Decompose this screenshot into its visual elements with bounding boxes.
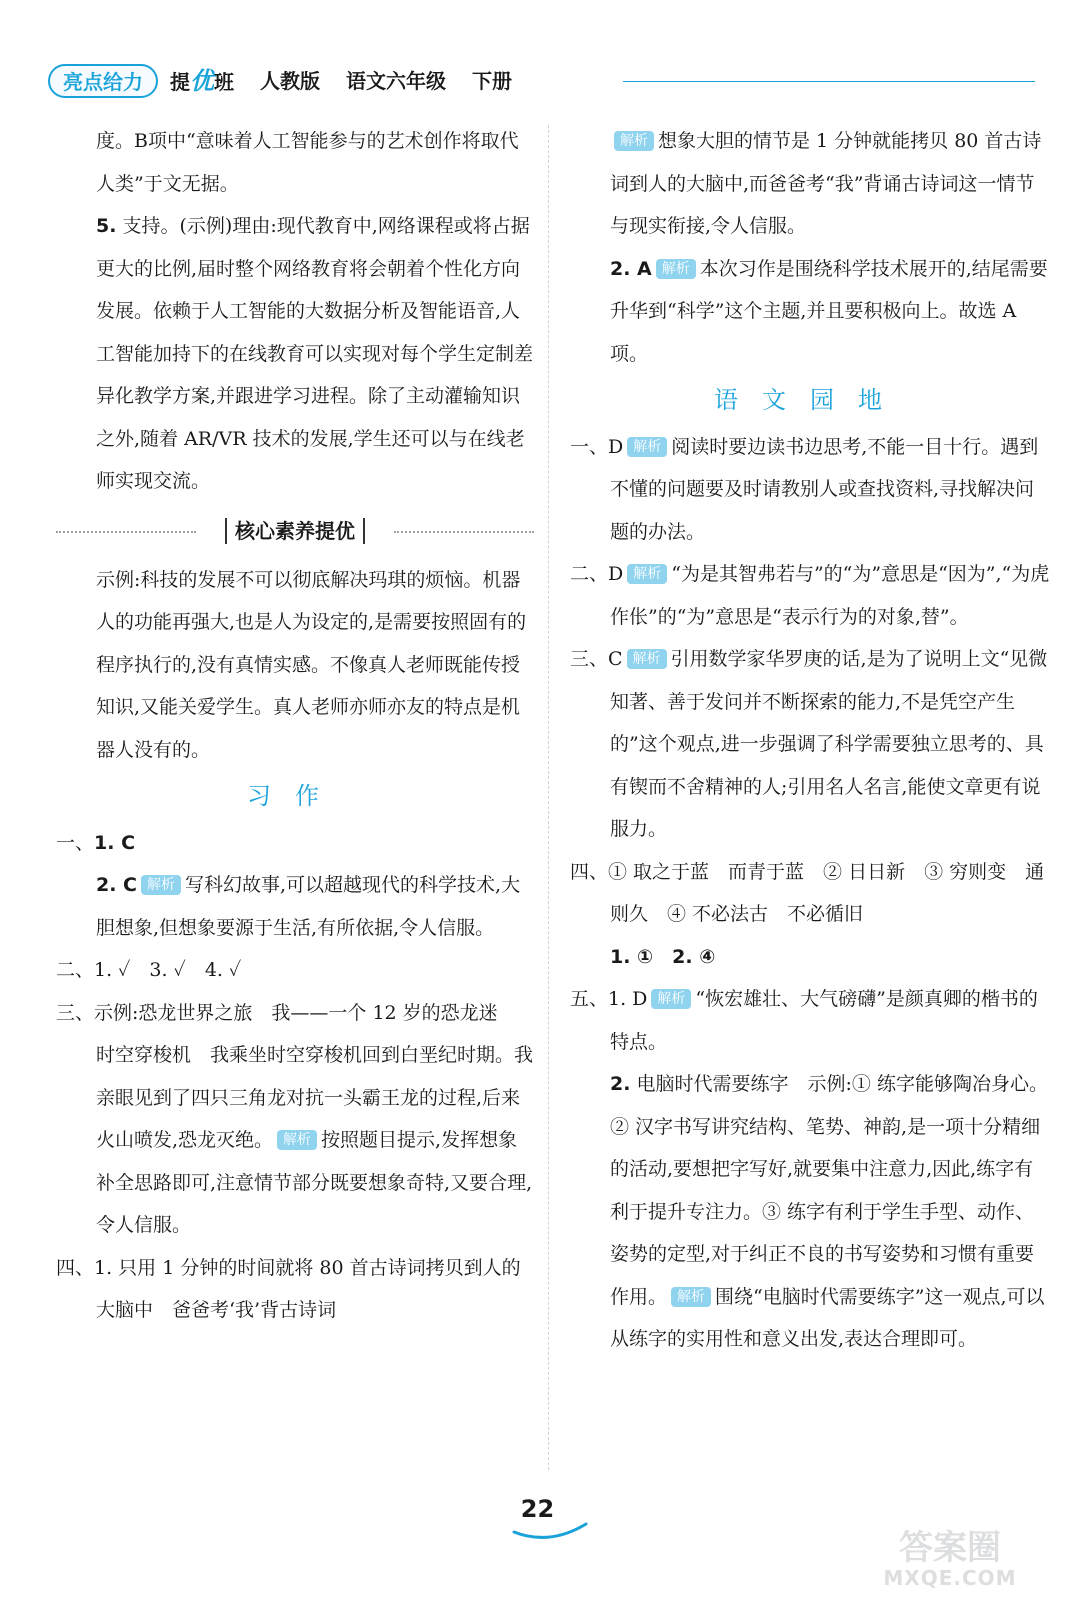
analysis-tag: 解析 (614, 131, 654, 151)
volume: 下册 (472, 69, 512, 93)
garden-answer-5: 五、1. D 解析 “恢宏雄壮、大气磅礴”是颜真卿的楷书的特点。 (570, 988, 1038, 1053)
header-rule (623, 81, 1035, 82)
subject: 语文六年级 (346, 69, 446, 93)
section-title-writing: 习作 (247, 782, 343, 810)
core-section-title: 核心素养提优 (225, 518, 365, 544)
answer-part-3: 三、示例:恐龙世界之旅 我——一个 12 岁的恐龙迷 时空穿梭机 我乘坐时空穿梭机回到白垩纪时期。我亲眼见到了四只三角龙对抗一头霸王龙的过程,后来火山喷发,恐龙灭绝。 解析 按照题目提示,发挥想象补全思路即可,注意情节部分既要想象奇特,又要合理,令人信服。 (56, 1001, 534, 1236)
garden-answer-1: 一、D 解析 阅读时要边读书边思考,不能一目十行。遇到不懂的问题要及时请教别人或查找资料,寻找解决问题的办法。 (570, 435, 1039, 543)
analysis-tag: 解析 (627, 649, 667, 669)
page-number: 22 (520, 1495, 555, 1523)
page-number-swoosh-icon (510, 1520, 590, 1542)
answer-q5: 5. 支持。(示例)理由:现代教育中,网络课程或将占据更大的比例,届时整个网络教育将会朝着个性化方向发展。依赖于人工智能的大数据分析及智能语音,人工智能加持下的在线教育可以实现对每个学生定制差异化教学方案,并跟进学习进程。除了主动灌输知识之外,随着 AR/VR 技术的发展,学生还可以与在线老师实现交流。 (96, 215, 534, 492)
page-header (48, 64, 1035, 104)
analysis-tag: 解析 (671, 1287, 711, 1307)
edition: 人教版 (260, 69, 320, 93)
analysis-tag: 解析 (656, 259, 696, 279)
answer-part-1-q2: 2. C 解析 写科幻故事,可以超越现代的科学技术,大胆想象,但想象要源于生活,有所依据,令人信服。 (96, 874, 521, 939)
analysis-tag: 解析 (277, 1130, 317, 1150)
left-column (56, 120, 534, 1332)
analysis-tag: 解析 (627, 564, 667, 584)
core-answer: 示例:科技的发展不可以彻底解决玛琪的烦恼。机器人的功能再强大,也是人为设定的,是需要按照固有的程序执行的,没有真情实感。不像真人老师既能传授知识,又能关爱学生。真人老师亦师亦友的特点是机器人没有的。 (96, 568, 527, 761)
watermark-url: MXQE.COM (883, 1566, 1017, 1590)
answer-part-2: 二、1. ✓ 3. ✓ 4. ✓ (56, 959, 242, 981)
garden-answer-5-q2: 2. 电脑时代需要练字 示例:① 练字能够陶冶身心。② 汉字书写讲究结构、笔势、神韵,是一项十分精细的活动,要想把字写好,就要集中注意力,因此,练字有利于提升专注力。③ 练字有利于学生手型、动作、姿势的定型,对于纠正不良的书写姿势和习惯有重要作用。 解析 围绕“电脑时代需要练字”这一观点,可以从练字的实用性和意义出发,表达合理即可。 (610, 1073, 1048, 1350)
dotted-rule (56, 531, 196, 533)
column-divider (548, 125, 549, 1470)
answer-part-1: 一、1. C (56, 831, 136, 854)
garden-answer-4-sub: 1. ① 2. ④ (610, 945, 716, 968)
right-column (570, 120, 1050, 1361)
answer-q2: 2. A 解析 本次习作是围绕科学技术展开的,结尾需要升华到“科学”这个主题,并且要积极向上。故选 A 项。 (610, 257, 1048, 365)
analysis-tag: 解析 (141, 875, 181, 895)
brand-logo: 亮点给力 (48, 64, 158, 98)
watermark (845, 1530, 1055, 1596)
answer-analysis: 解析 想象大胆的情节是 1 分钟就能拷贝 80 首古诗词到人的大脑中,而爸爸考“我”背诵古诗词这一情节与现实衔接,令人信服。 (610, 130, 1042, 237)
series-name: 提优班 (170, 67, 234, 95)
garden-answer-2: 二、D 解析 “为是其智弗若与”的“为”意思是“因为”,“为虎作伥”的“为”意思是“表示行为的对象,替”。 (570, 563, 1050, 628)
core-section-header (56, 509, 534, 555)
answer-text: 度。B项中“意味着人工智能参与的艺术创作将取代人类”于文无据。 (96, 130, 519, 195)
section-title-chinese-garden: 语文园地 (714, 386, 906, 414)
analysis-tag: 解析 (651, 989, 691, 1009)
garden-answer-3: 三、C 解析 引用数学家华罗庚的话,是为了说明上文“见微知著、善于发问并不断探索的能力,不是凭空产生的”这个观点,进一步强调了科学需要独立思考的、具有锲而不舍精神的人;引用名人名言,能使文章更有说服力。 (570, 648, 1048, 840)
garden-answer-4: 四、① 取之于蓝 而青于蓝 ② 日日新 ③ 穷则变 通则久 ④ 不必法古 不必循旧 (570, 860, 1045, 925)
watermark-logo: 答案圈 (899, 1528, 1001, 1568)
header-info (170, 66, 512, 97)
analysis-tag: 解析 (627, 437, 667, 457)
dotted-rule (394, 531, 534, 533)
answer-part-4: 四、1. 只用 1 分钟的时间就将 80 首古诗词拷贝到人的大脑中 爸爸考‘我’背古诗词 (56, 1256, 521, 1321)
